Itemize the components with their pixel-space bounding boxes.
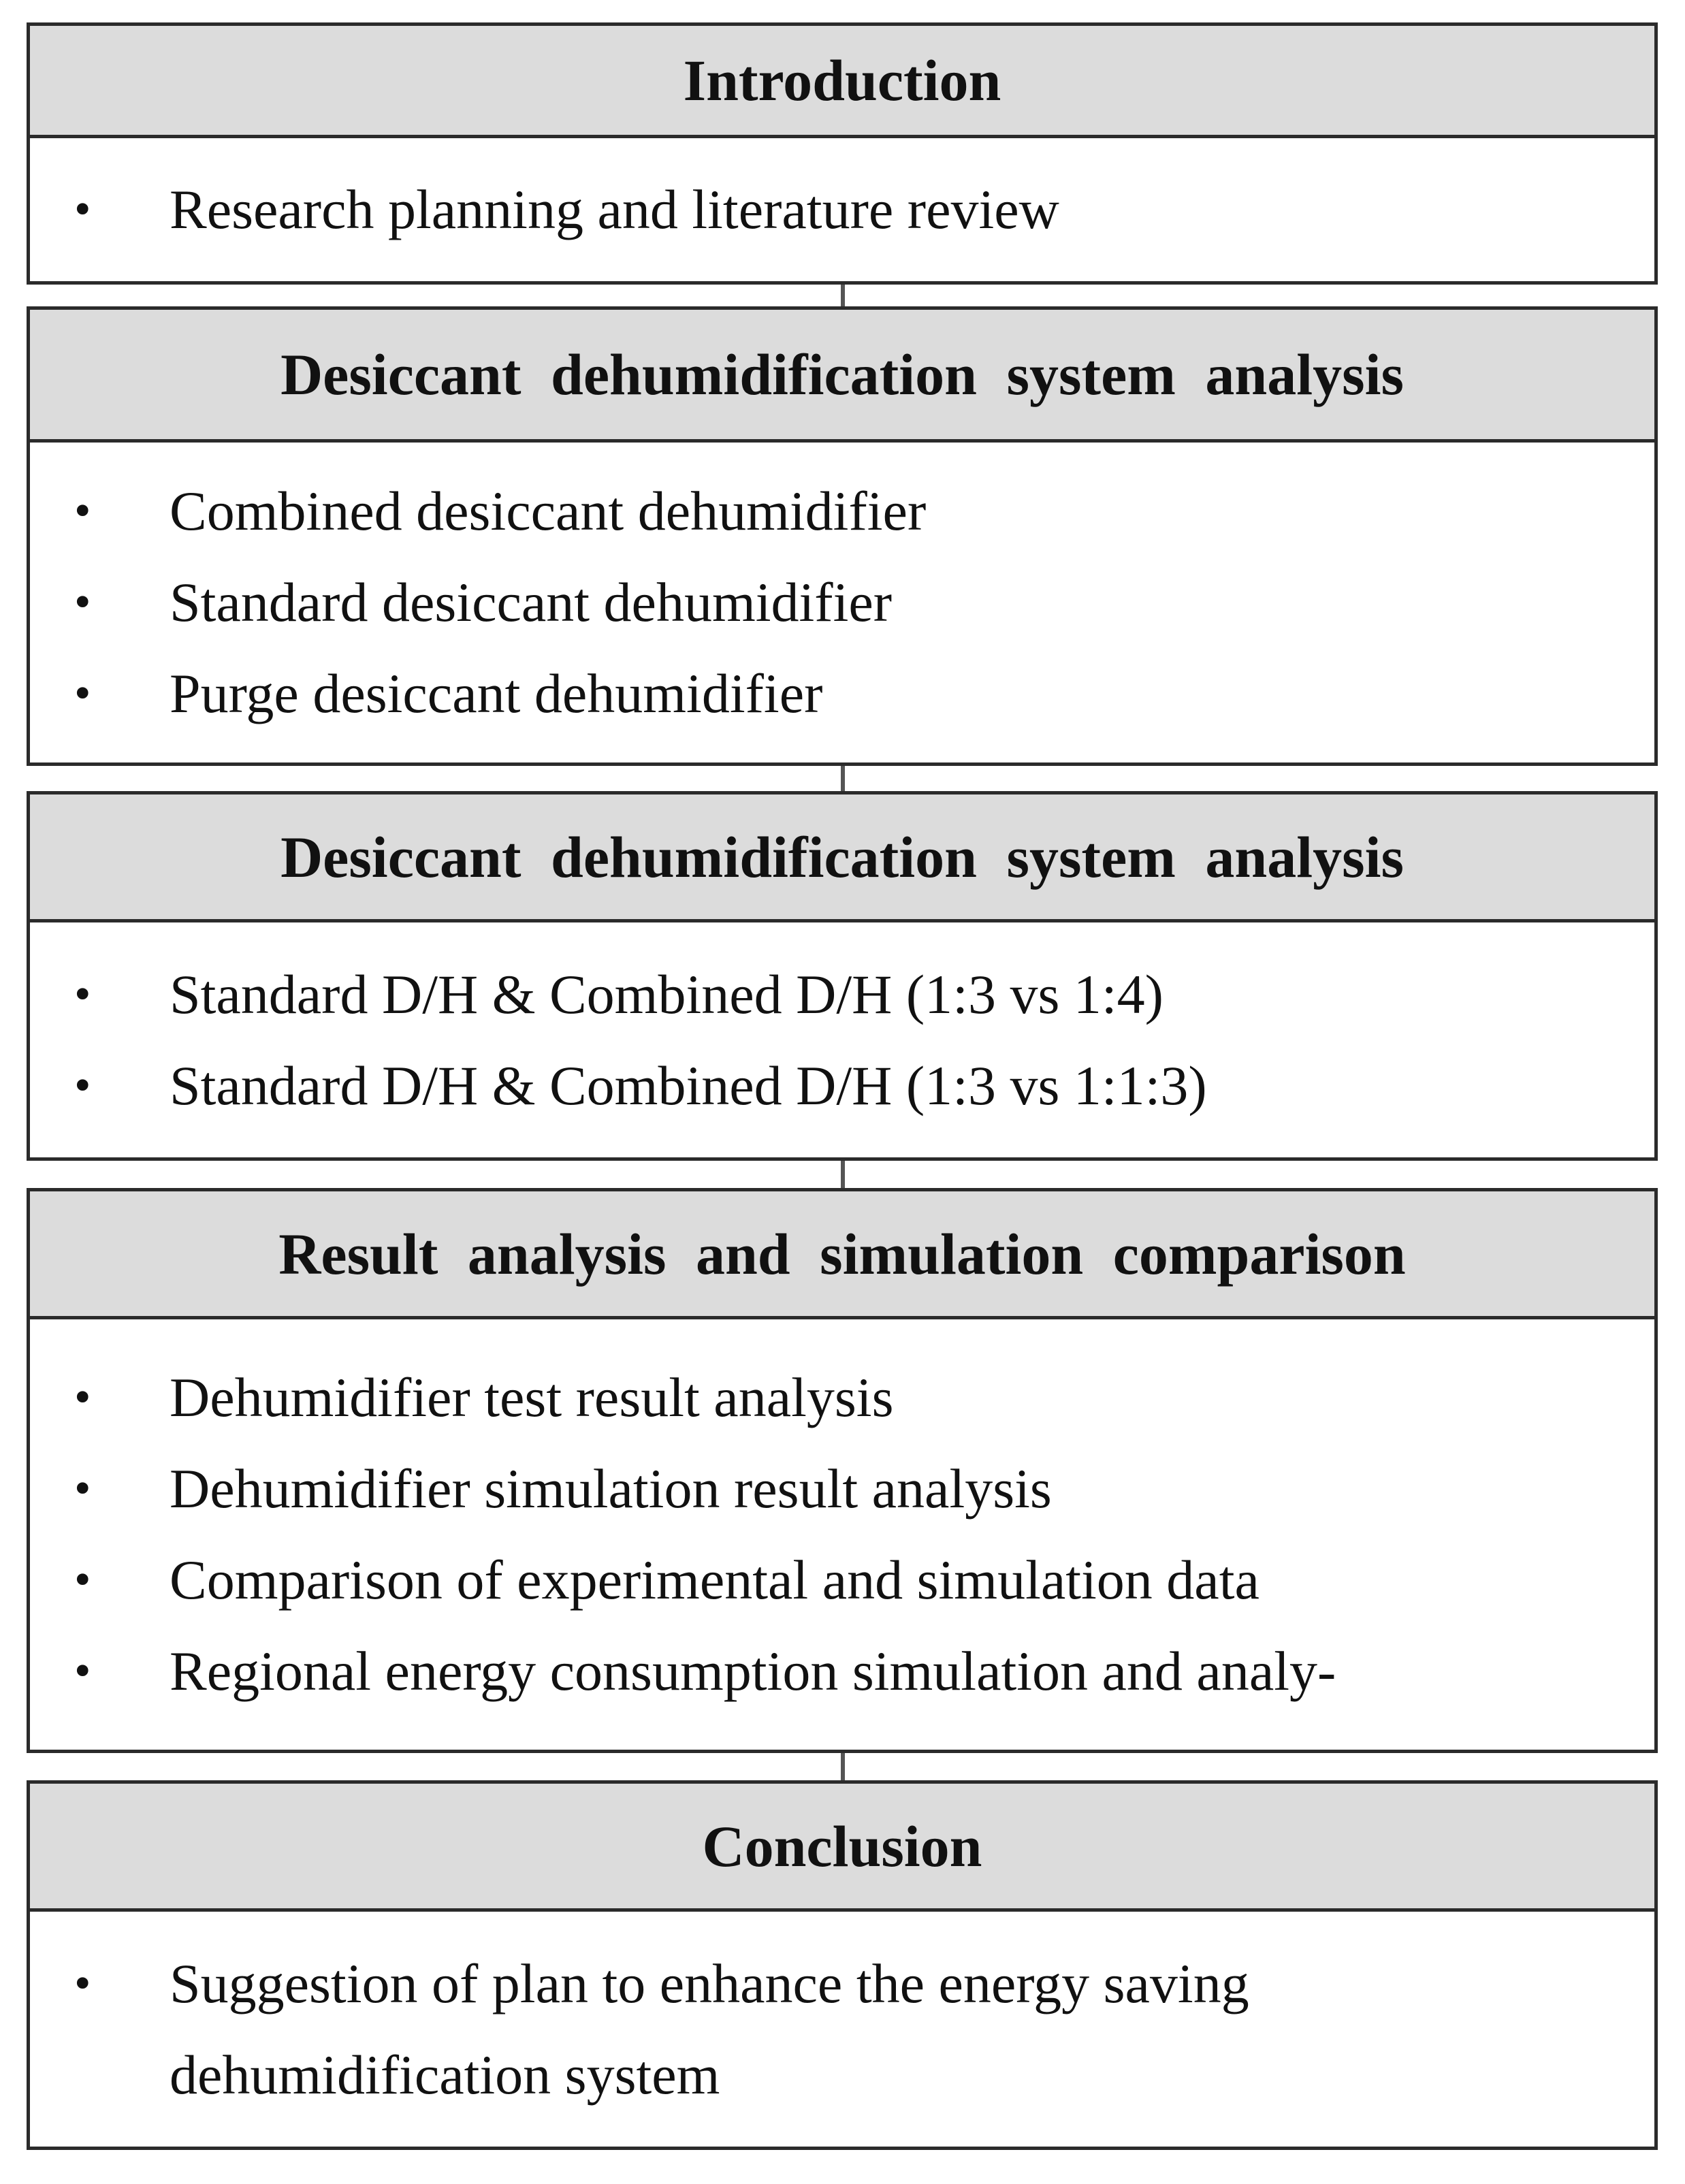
connector-line	[841, 1161, 845, 1188]
connector-line	[841, 766, 845, 791]
list-item: • Comparison of experimental and simulation data	[170, 1535, 1654, 1626]
list-item: • Dehumidifier test result analysis	[170, 1352, 1654, 1443]
connector-line	[841, 1753, 845, 1780]
section-header-system-analysis-2: Desiccant dehumidification system analysis	[27, 791, 1658, 922]
list-item: • Regional energy consumption simulation and analy-	[170, 1626, 1654, 1717]
section-header-result-analysis: Result analysis and simulation comparison	[27, 1188, 1658, 1319]
section-body-conclusion	[27, 1912, 1658, 2150]
section-body-system-analysis-2	[27, 922, 1658, 1161]
list-item: • Research planning and literature review	[170, 164, 1654, 255]
list-item: • Combined desiccant dehumidifier	[170, 466, 1654, 557]
section-header-conclusion: Conclusion	[27, 1780, 1658, 1912]
section-header-system-analysis: Desiccant dehumidification system analysis	[27, 306, 1658, 443]
list-item: • Suggestion of plan to enhance the energy saving dehumidification system	[170, 1938, 1654, 2121]
list-item: • Purge desiccant dehumidifier	[170, 648, 1654, 739]
list-item: • Dehumidifier simulation result analysis	[170, 1443, 1654, 1535]
section-body-system-analysis	[27, 443, 1658, 766]
section-body-introduction	[27, 138, 1658, 285]
section-body-result-analysis	[27, 1319, 1658, 1753]
section-header-introduction: Introduction	[27, 22, 1658, 138]
list-item: • Standard D/H & Combined D/H (1:3 vs 1:4)	[170, 949, 1654, 1040]
connector-line	[841, 285, 845, 306]
list-item: • Standard D/H & Combined D/H (1:3 vs 1:1:3)	[170, 1040, 1654, 1131]
list-item: • Standard desiccant dehumidifier	[170, 557, 1654, 648]
